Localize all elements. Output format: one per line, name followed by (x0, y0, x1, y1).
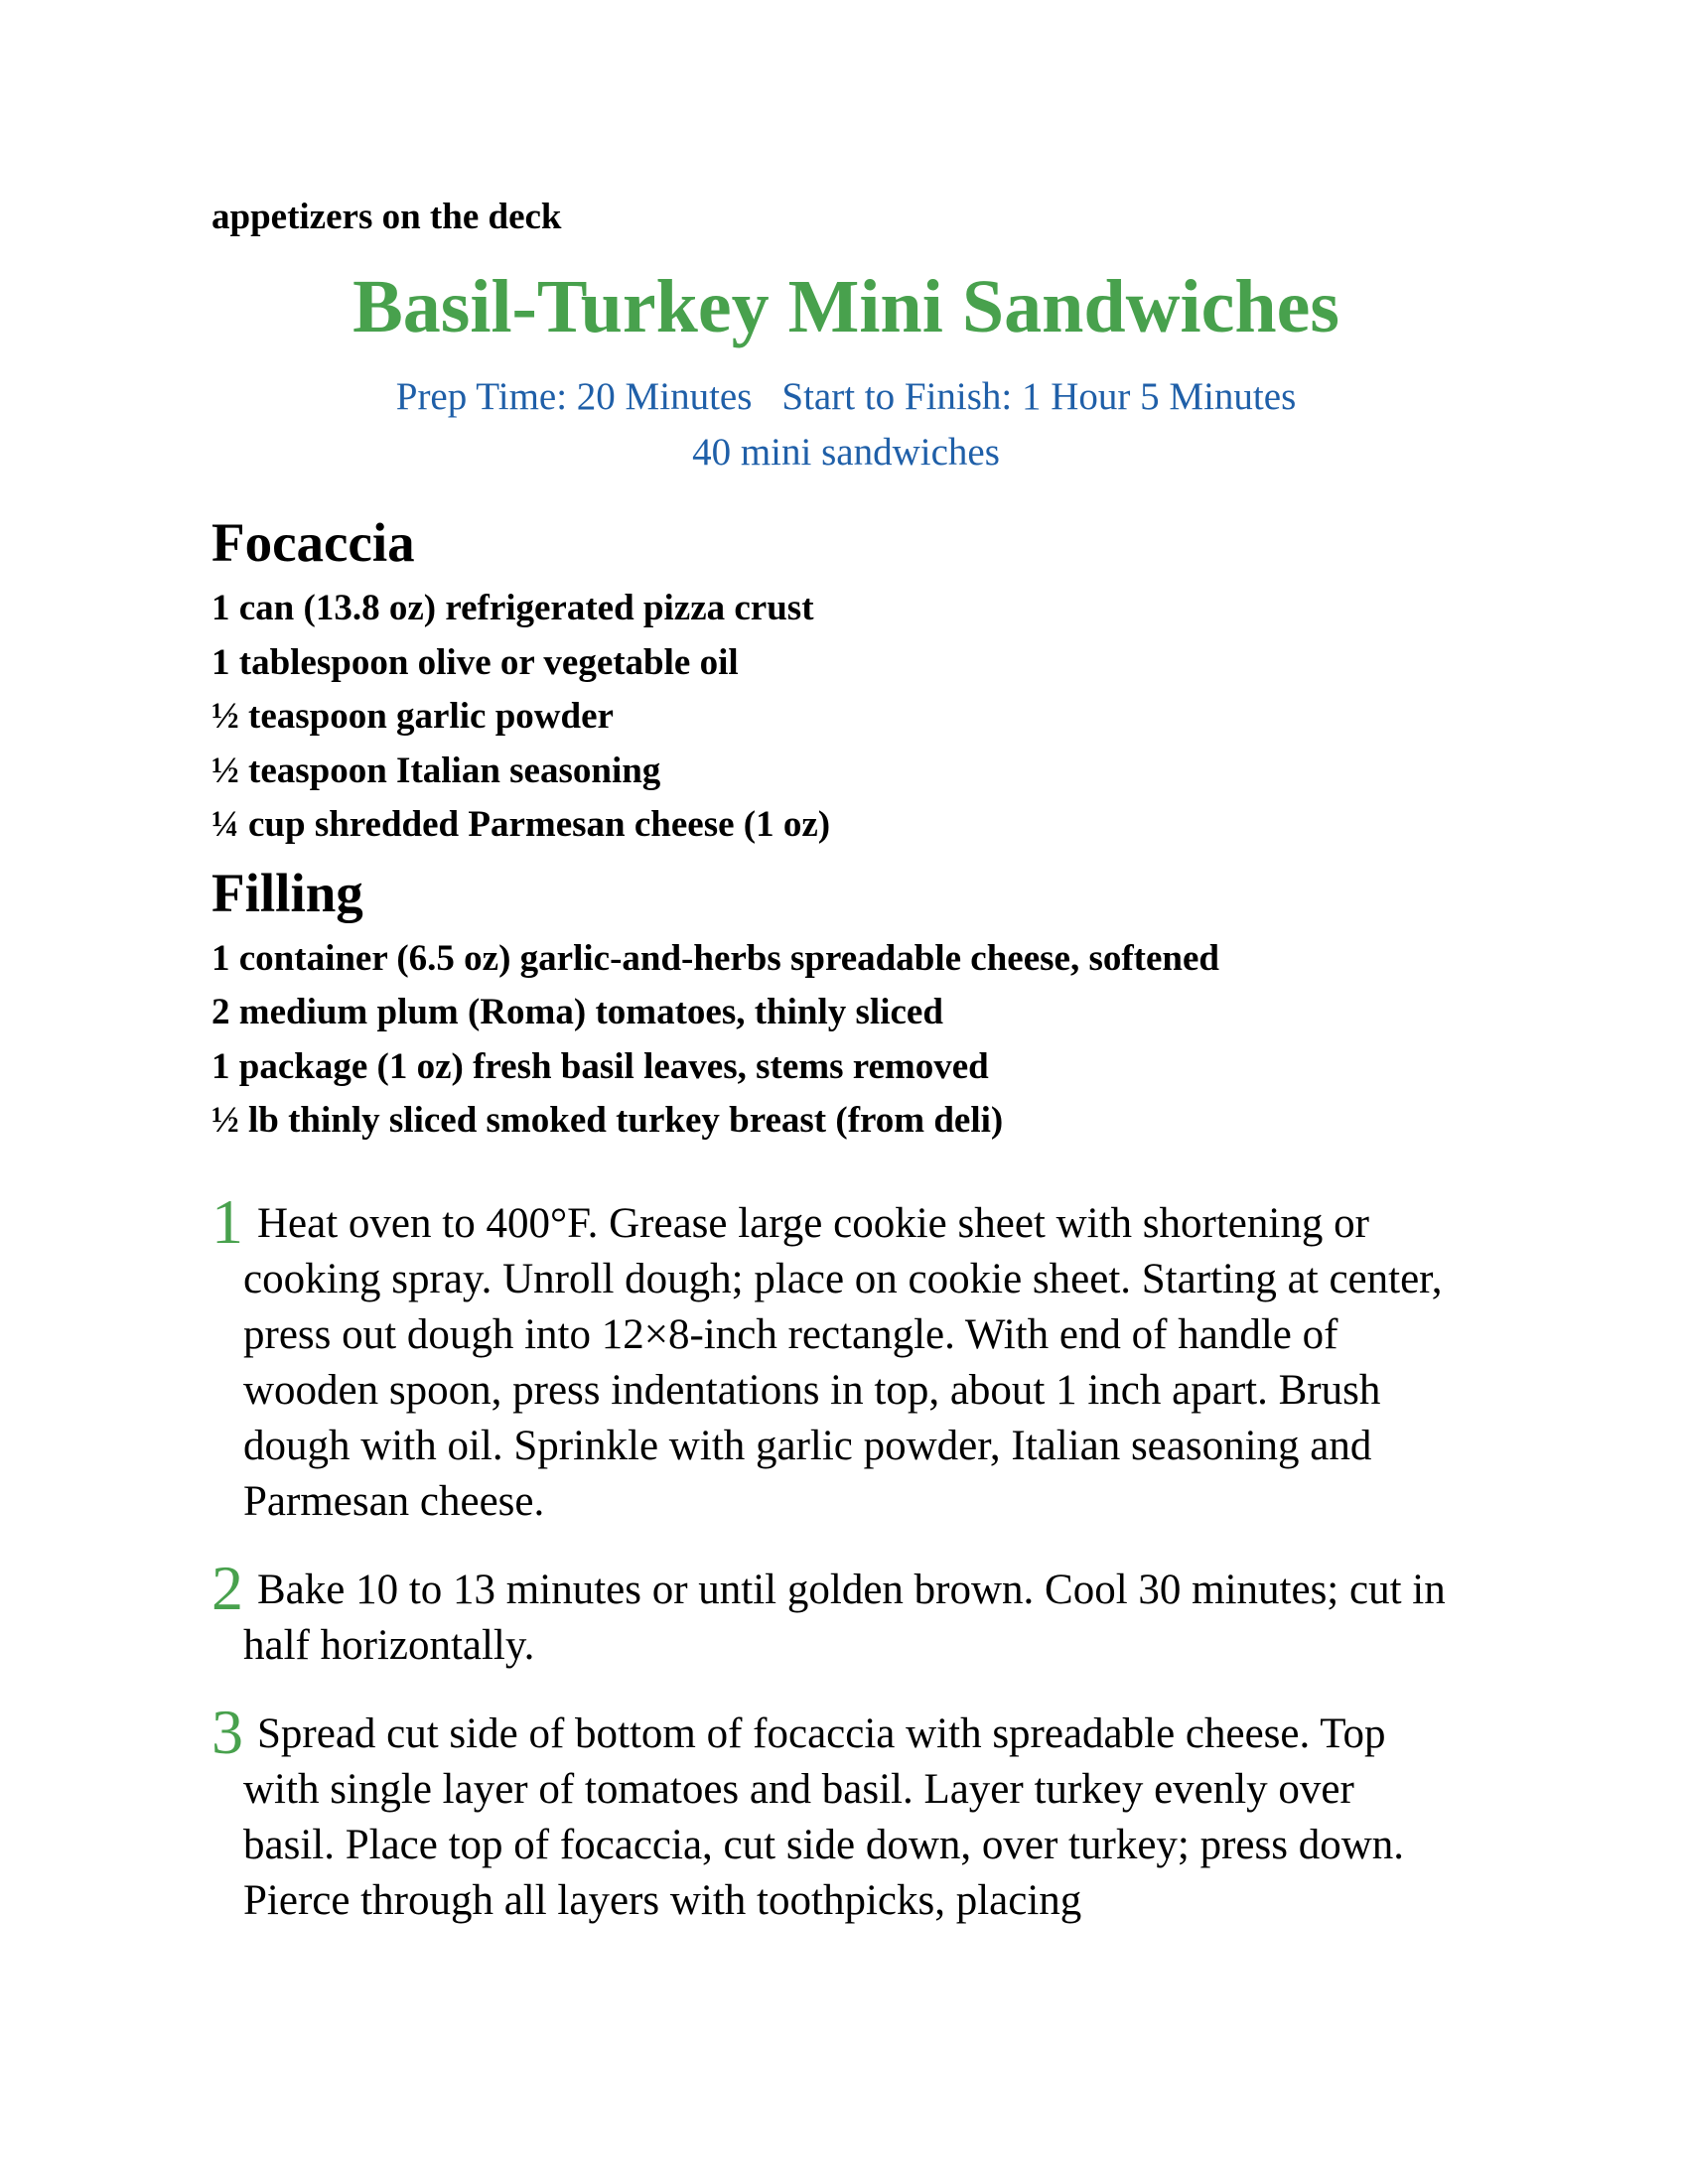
ingredient-list-focaccia (211, 582, 1492, 853)
ingredient-item: ¼ cup shredded Parmesan cheese (1 oz) (211, 804, 831, 845)
step-text: Spread cut side of bottom of focaccia with spreadable cheese. Top with single layer of tomatoes and basil. Layer turkey evenly over basil. Place top of focaccia, cut side down, over turkey; press down. Pierce through all layers with toothpicks, placing (243, 1709, 1405, 1924)
prep-time: Prep Time: 20 Minutes (395, 375, 753, 418)
ingredient-item: 1 tablespoon olive or vegetable oil (211, 641, 739, 683)
recipe-steps (211, 1185, 1492, 1929)
recipe-title: Basil-Turkey Mini Sandwiches (352, 265, 1339, 348)
recipe-page (211, 195, 1492, 1962)
section-heading-focaccia: Focaccia (211, 512, 415, 573)
ingredient-item: ½ teaspoon garlic powder (211, 696, 614, 737)
step-number: 3 (211, 1696, 243, 1767)
step-text: Bake 10 to 13 minutes or until golden brown. Cool 30 minutes; cut in half horizontally. (243, 1566, 1446, 1669)
recipe-step (211, 1185, 1492, 1530)
recipe-category: appetizers on the deck (211, 197, 562, 237)
ingredient-item: ½ teaspoon Italian seasoning (211, 750, 661, 791)
ingredient-item: 2 medium plum (Roma) tomatoes, thinly sliced (211, 992, 943, 1032)
start-to-finish-time: Start to Finish: 1 Hour 5 Minutes (781, 375, 1297, 418)
recipe-times (211, 369, 1480, 425)
step-number: 1 (211, 1185, 243, 1257)
recipe-step (211, 1696, 1492, 1929)
recipe-meta (211, 369, 1492, 480)
ingredient-list-filling (211, 932, 1492, 1149)
ingredient-item: 1 can (13.8 oz) refrigerated pizza crust (211, 588, 814, 628)
section-heading-filling: Filling (211, 862, 363, 923)
recipe-servings: 40 mini sandwiches (692, 431, 1000, 474)
step-number: 2 (211, 1552, 243, 1623)
recipe-step (211, 1552, 1492, 1674)
ingredient-item: 1 container (6.5 oz) garlic-and-herbs spreadable cheese, softened (211, 937, 1219, 979)
step-text: Heat oven to 400°F. Grease large cookie sheet with shortening or cooking spray. Unroll dough; place on cookie sheet. Starting at center, press out dough into 12×8-inch rectangle. With end of handle of wooden spoon, press indentations in top, about 1 inch apart. Brush dough with oil. Sprinkle with garlic powder, Italian seasoning and Parmesan cheese. (243, 1199, 1443, 1525)
ingredient-item: ½ lb thinly sliced smoked turkey breast (from deli) (211, 1100, 1004, 1141)
ingredient-item: 1 package (1 oz) fresh basil leaves, stems removed (211, 1045, 989, 1087)
